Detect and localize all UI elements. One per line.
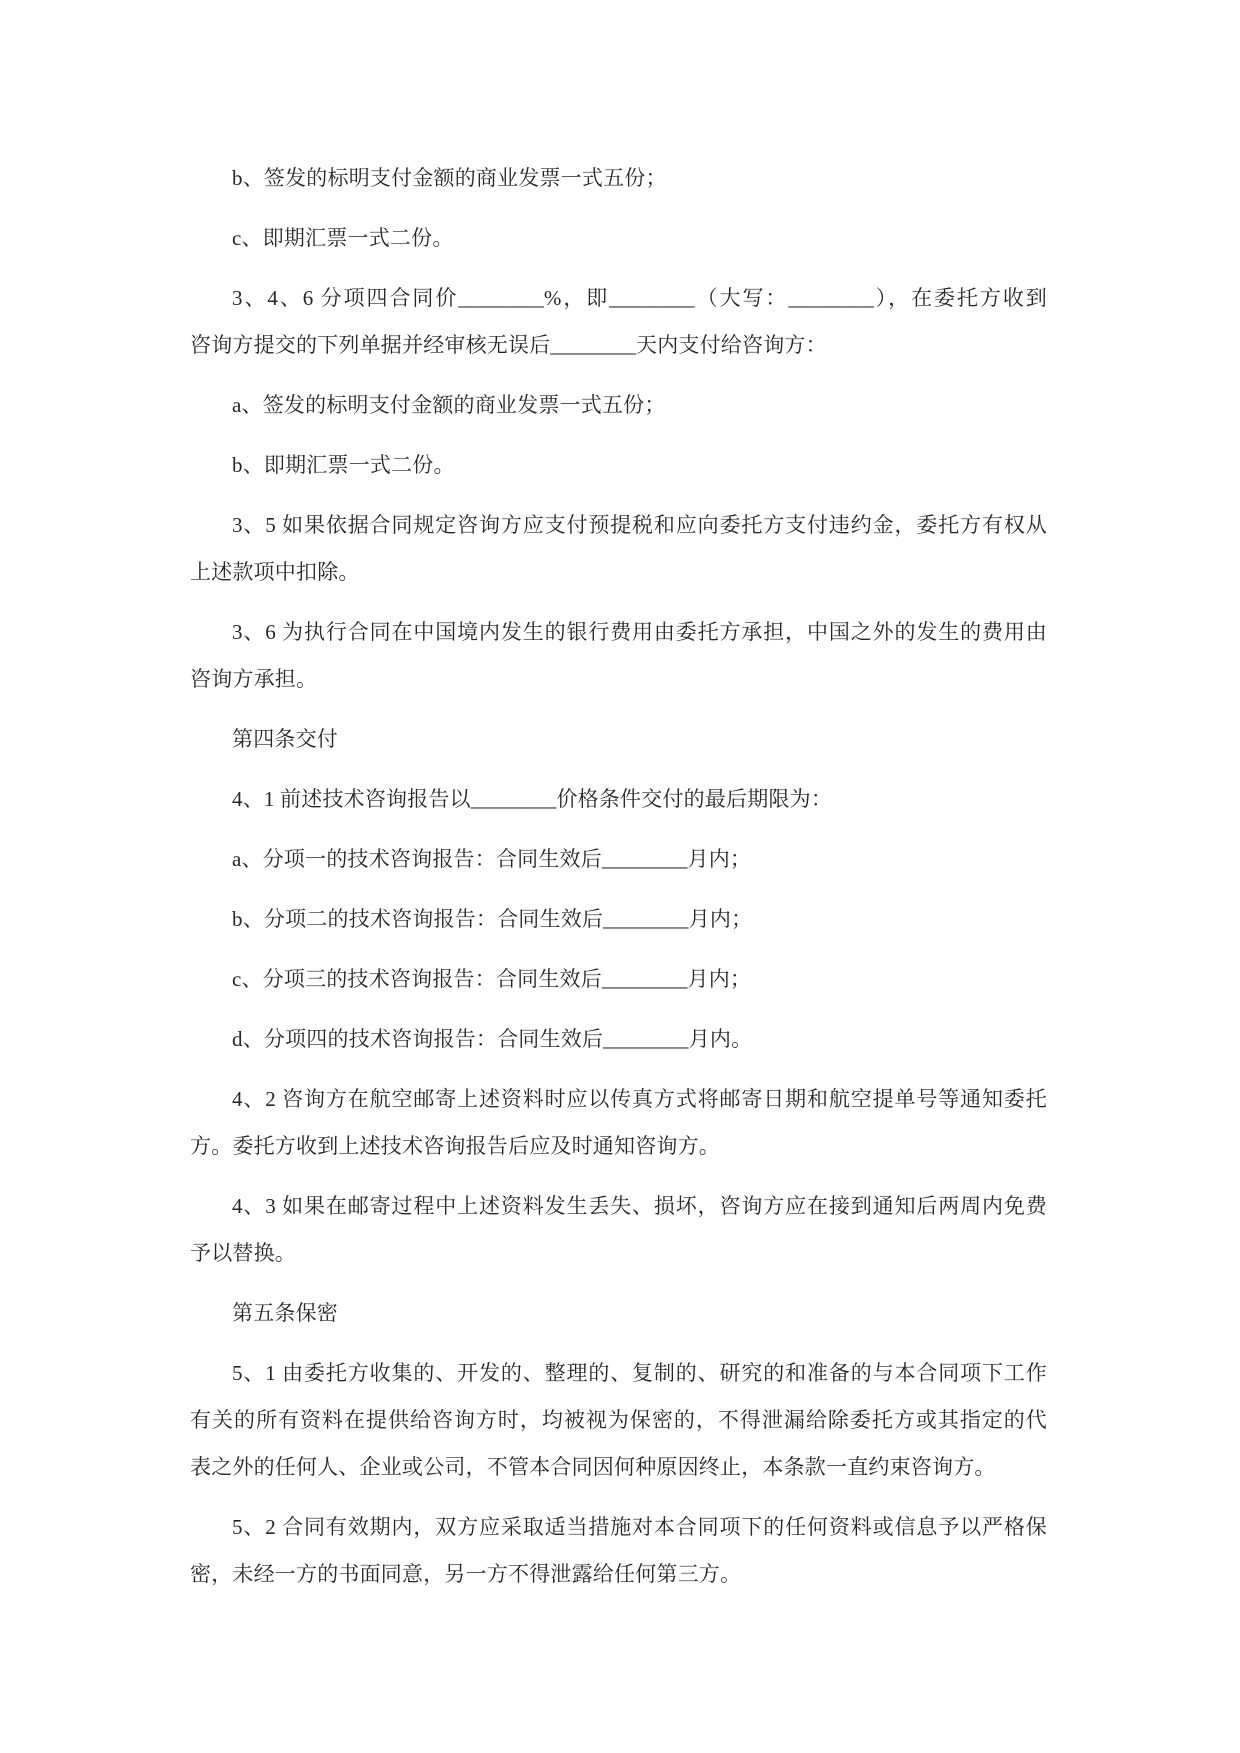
document-line: 方。委托方收到上述技术咨询报告后应及时通知咨询方。 [190,1134,720,1158]
document-line: d、分项四的技术咨询报告：合同生效后________月内。 [232,1027,753,1051]
document-line: 表之外的任何人、企业或公司，不管本合同因何种原因终止，本条款一直约束咨询方。 [190,1455,996,1479]
section-heading-confidentiality: 第五条保密 [232,1301,338,1325]
section-heading-delivery: 第四条交付 [232,727,338,751]
document-line: 密，未经一方的书面同意，另一方不得泄露给任何第三方。 [190,1562,742,1586]
document-line: b、即期汇票一式二份。 [232,453,455,477]
document-line: 3、4、6 分项四合同价________%，即________（大写：________），在委托方收到 [232,286,1047,310]
document-line: 予以替换。 [190,1241,296,1265]
document-line: 4、2 咨询方在航空邮寄上述资料时应以传真方式将邮寄日期和航空提单号等通知委托 [232,1087,1047,1111]
document-line: 3、5 如果依据合同规定咨询方应支付预提税和应向委托方支付违约金，委托方有权从 [232,513,1047,537]
document-line: 有关的所有资料在提供给咨询方时，均被视为保密的，不得泄漏给除委托方或其指定的代 [190,1408,1047,1432]
document-line: c、分项三的技术咨询报告：合同生效后________月内； [232,967,752,991]
document-line: 5、1 由委托方收集的、开发的、整理的、复制的、研究的和准备的与本合同项下工作 [232,1361,1047,1385]
document-line: 4、3 如果在邮寄过程中上述资料发生丢失、损坏，咨询方应在接到通知后两周内免费 [232,1194,1047,1218]
document-line: c、即期汇票一式二份。 [232,226,454,250]
document-line: a、分项一的技术咨询报告：合同生效后________月内； [232,847,752,871]
document-line: 5、2 合同有效期内，双方应采取适当措施对本合同项下的任何资料或信息予以严格保 [232,1515,1047,1539]
document-line: 4、1 前述技术咨询报告以________价格条件交付的最后期限为： [232,787,833,811]
document-line: 上述款项中扣除。 [190,560,360,584]
document-line: 咨询方提交的下列单据并经审核无误后________天内支付给咨询方： [190,333,827,357]
document-line: 咨询方承担。 [190,667,318,691]
document-line: b、分项二的技术咨询报告：合同生效后________月内； [232,907,753,931]
document-line: 3、6 为执行合同在中国境内发生的银行费用由委托方承担，中国之外的发生的费用由 [232,620,1047,644]
document-line: b、签发的标明支付金额的商业发票一式五份； [232,166,667,190]
document-line: a、签发的标明支付金额的商业发票一式五份； [232,393,666,417]
